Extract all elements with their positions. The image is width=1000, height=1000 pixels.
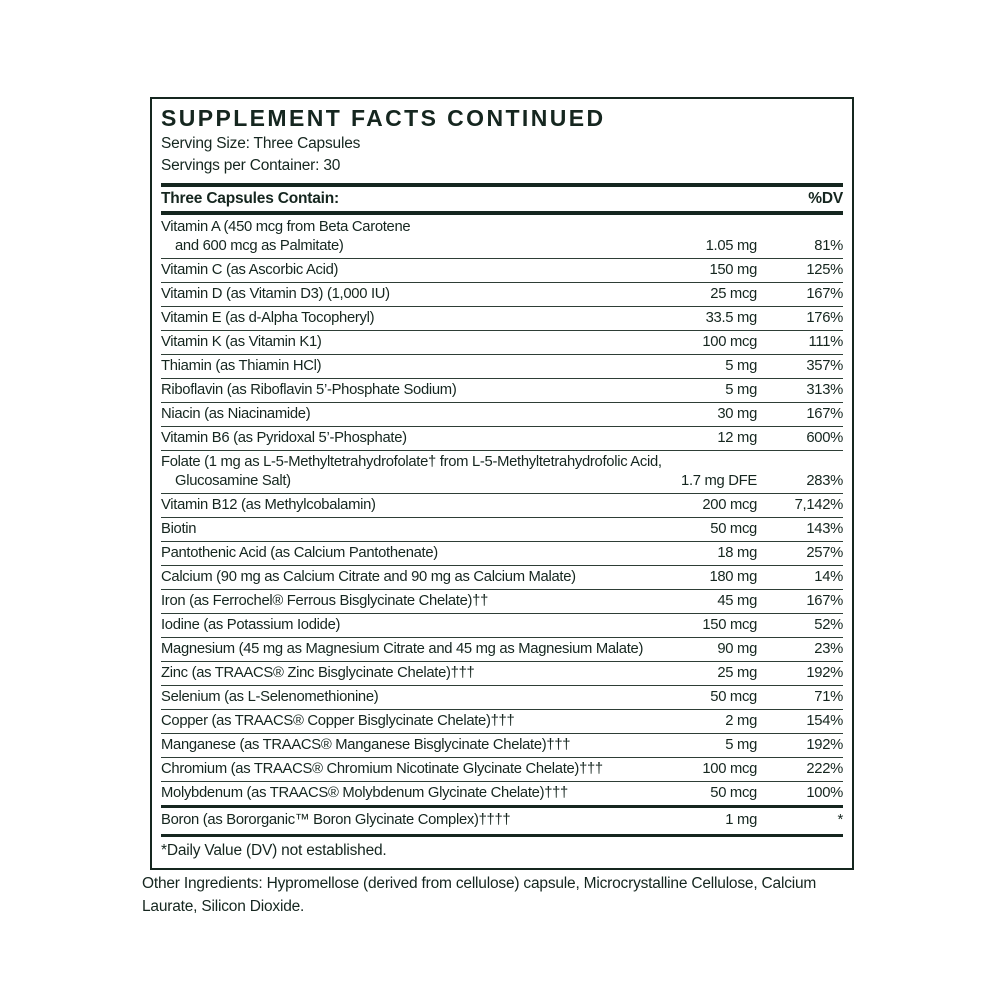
nutrient-name: Folate (1 mg as L-5-Methyltetrahydrofolate† from L-5-Methyltetrahydrofolic Acid, [161, 454, 662, 470]
nutrient-name: Vitamin E (as d-Alpha Tocopheryl) [161, 310, 375, 326]
nutrient-amount: 18 mg [717, 545, 757, 561]
nutrient-dv: 357% [806, 358, 843, 374]
nutrient-amount: 150 mg [709, 262, 757, 278]
table-row [161, 259, 843, 283]
table-row [161, 782, 843, 805]
table-row [161, 379, 843, 403]
nutrient-amount: 100 mcg [702, 334, 757, 350]
table-row [161, 283, 843, 307]
nutrient-dv: 111% [808, 334, 843, 350]
nutrient-name: Vitamin C (as Ascorbic Acid) [161, 262, 339, 278]
nutrient-amount: 12 mg [717, 430, 757, 446]
table-row [161, 566, 843, 590]
nutrient-name: Boron (as Bororganic™ Boron Glycinate Complex)†††† [161, 812, 511, 828]
nutrient-amount: 50 mcg [710, 521, 757, 537]
table-row-boron [161, 808, 843, 834]
table-row [161, 638, 843, 662]
table-header-row [161, 187, 843, 211]
nutrient-dv: 52% [814, 617, 843, 633]
nutrient-dv: 100% [806, 785, 843, 801]
nutrient-name-continued: and 600 mcg as Palmitate) [175, 238, 344, 254]
nutrient-name: Manganese (as TRAACS® Manganese Bisglycinate Chelate)††† [161, 737, 571, 753]
nutrient-amount: 33.5 mg [705, 310, 757, 326]
table-row [161, 494, 843, 518]
nutrient-amount: 30 mg [717, 406, 757, 422]
nutrient-name: Thiamin (as Thiamin HCl) [161, 358, 322, 374]
nutrient-amount: 5 mg [725, 382, 757, 398]
nutrient-amount: 5 mg [725, 358, 757, 374]
nutrient-name: Molybdenum (as TRAACS® Molybdenum Glycinate Chelate)††† [161, 785, 568, 801]
nutrient-dv: 222% [806, 761, 843, 777]
dv-footnote: *Daily Value (DV) not established. [161, 842, 387, 859]
nutrient-name: Riboflavin (as Riboflavin 5’-Phosphate Sodium) [161, 382, 457, 398]
nutrient-amount: 45 mg [717, 593, 757, 609]
nutrient-dv: 14% [814, 569, 843, 585]
nutrient-dv: 600% [806, 430, 843, 446]
other-ingredients: Other Ingredients: Hypromellose (derived from cellulose) capsule, Microcrystalline Cellulose, Calcium Laurate, Silicon Dioxide. [142, 875, 817, 915]
nutrient-amount: 150 mcg [702, 617, 757, 633]
nutrient-dv: 192% [806, 737, 843, 753]
table-row [161, 307, 843, 331]
nutrient-name: Selenium (as L-Selenomethionine) [161, 689, 379, 705]
nutrient-dv: 192% [806, 665, 843, 681]
nutrient-dv: 313% [806, 382, 843, 398]
nutrient-dv: 167% [806, 286, 843, 302]
nutrient-amount: 25 mcg [710, 286, 757, 302]
table-row [161, 662, 843, 686]
nutrient-dv: 154% [806, 713, 843, 729]
nutrient-dv: 23% [814, 641, 843, 657]
nutrient-name: Pantothenic Acid (as Calcium Pantothenate) [161, 545, 438, 561]
nutrient-amount: 200 mcg [702, 497, 757, 513]
table-row [161, 216, 843, 259]
nutrient-dv: 143% [806, 521, 843, 537]
nutrient-name: Vitamin A (450 mcg from Beta Carotene [161, 219, 411, 235]
divider-header [161, 211, 843, 215]
table-row [161, 590, 843, 614]
nutrient-amount: 180 mg [709, 569, 757, 585]
nutrient-name: Copper (as TRAACS® Copper Bisglycinate Chelate)††† [161, 713, 515, 729]
nutrient-name: Niacin (as Niacinamide) [161, 406, 311, 422]
nutrient-dv: 167% [806, 406, 843, 422]
nutrient-name: Vitamin K (as Vitamin K1) [161, 334, 322, 350]
nutrient-name: Vitamin B12 (as Methylcobalamin) [161, 497, 376, 513]
serving-size: Serving Size: Three Capsules [161, 135, 361, 152]
nutrient-amount: 25 mg [717, 665, 757, 681]
nutrient-dv: 257% [806, 545, 843, 561]
nutrient-dv: 81% [814, 238, 843, 254]
dv-header: %DV [808, 190, 843, 207]
nutrient-name: Calcium (90 mg as Calcium Citrate and 90 mg as Calcium Malate) [161, 569, 576, 585]
nutrient-dv: 283% [806, 473, 843, 489]
nutrient-dv: 125% [806, 262, 843, 278]
table-row [161, 451, 843, 494]
table-row [161, 331, 843, 355]
nutrient-name: Biotin [161, 521, 197, 537]
nutrient-name: Chromium (as TRAACS® Chromium Nicotinate Glycinate Chelate)††† [161, 761, 603, 777]
nutrient-dv: 167% [806, 593, 843, 609]
table-row [161, 518, 843, 542]
table-row [161, 710, 843, 734]
nutrient-name: Vitamin D (as Vitamin D3) (1,000 IU) [161, 286, 390, 302]
nutrient-amount: 90 mg [717, 641, 757, 657]
nutrient-dv: 7,142% [794, 497, 843, 513]
nutrient-amount: 5 mg [725, 737, 757, 753]
nutrient-name: Vitamin B6 (as Pyridoxal 5’-Phosphate) [161, 430, 407, 446]
nutrient-name-continued: Glucosamine Salt) [175, 473, 291, 489]
nutrient-name: Iron (as Ferrochel® Ferrous Bisglycinate Chelate)†† [161, 593, 489, 609]
nutrient-amount: 1.7 mg DFE [681, 473, 757, 489]
nutrient-name: Zinc (as TRAACS® Zinc Bisglycinate Chelate)††† [161, 665, 475, 681]
supplement-facts-panel [150, 97, 854, 870]
table-row [161, 355, 843, 379]
nutrient-dv: 71% [814, 689, 843, 705]
table-row [161, 403, 843, 427]
nutrient-amount: 1 mg [725, 812, 757, 828]
nutrient-amount: 50 mcg [710, 785, 757, 801]
table-row [161, 686, 843, 710]
nutrient-name: Iodine (as Potassium Iodide) [161, 617, 341, 633]
nutrient-amount: 2 mg [725, 713, 757, 729]
nutrient-name: Magnesium (45 mg as Magnesium Citrate and 45 mg as Magnesium Malate) [161, 641, 644, 657]
table-row [161, 614, 843, 638]
nutrient-dv: * [837, 812, 843, 828]
table-row [161, 427, 843, 451]
table-row [161, 542, 843, 566]
panel-title: SUPPLEMENT FACTS CONTINUED [161, 105, 606, 131]
nutrient-amount: 100 mcg [702, 761, 757, 777]
nutrient-amount: 50 mcg [710, 689, 757, 705]
nutrient-table [161, 216, 843, 805]
table-row [161, 734, 843, 758]
servings-per-container: Servings per Container: 30 [161, 157, 341, 174]
contains-header: Three Capsules Contain: [161, 190, 339, 207]
nutrient-dv: 176% [806, 310, 843, 326]
nutrient-amount: 1.05 mg [705, 238, 757, 254]
table-row [161, 758, 843, 782]
